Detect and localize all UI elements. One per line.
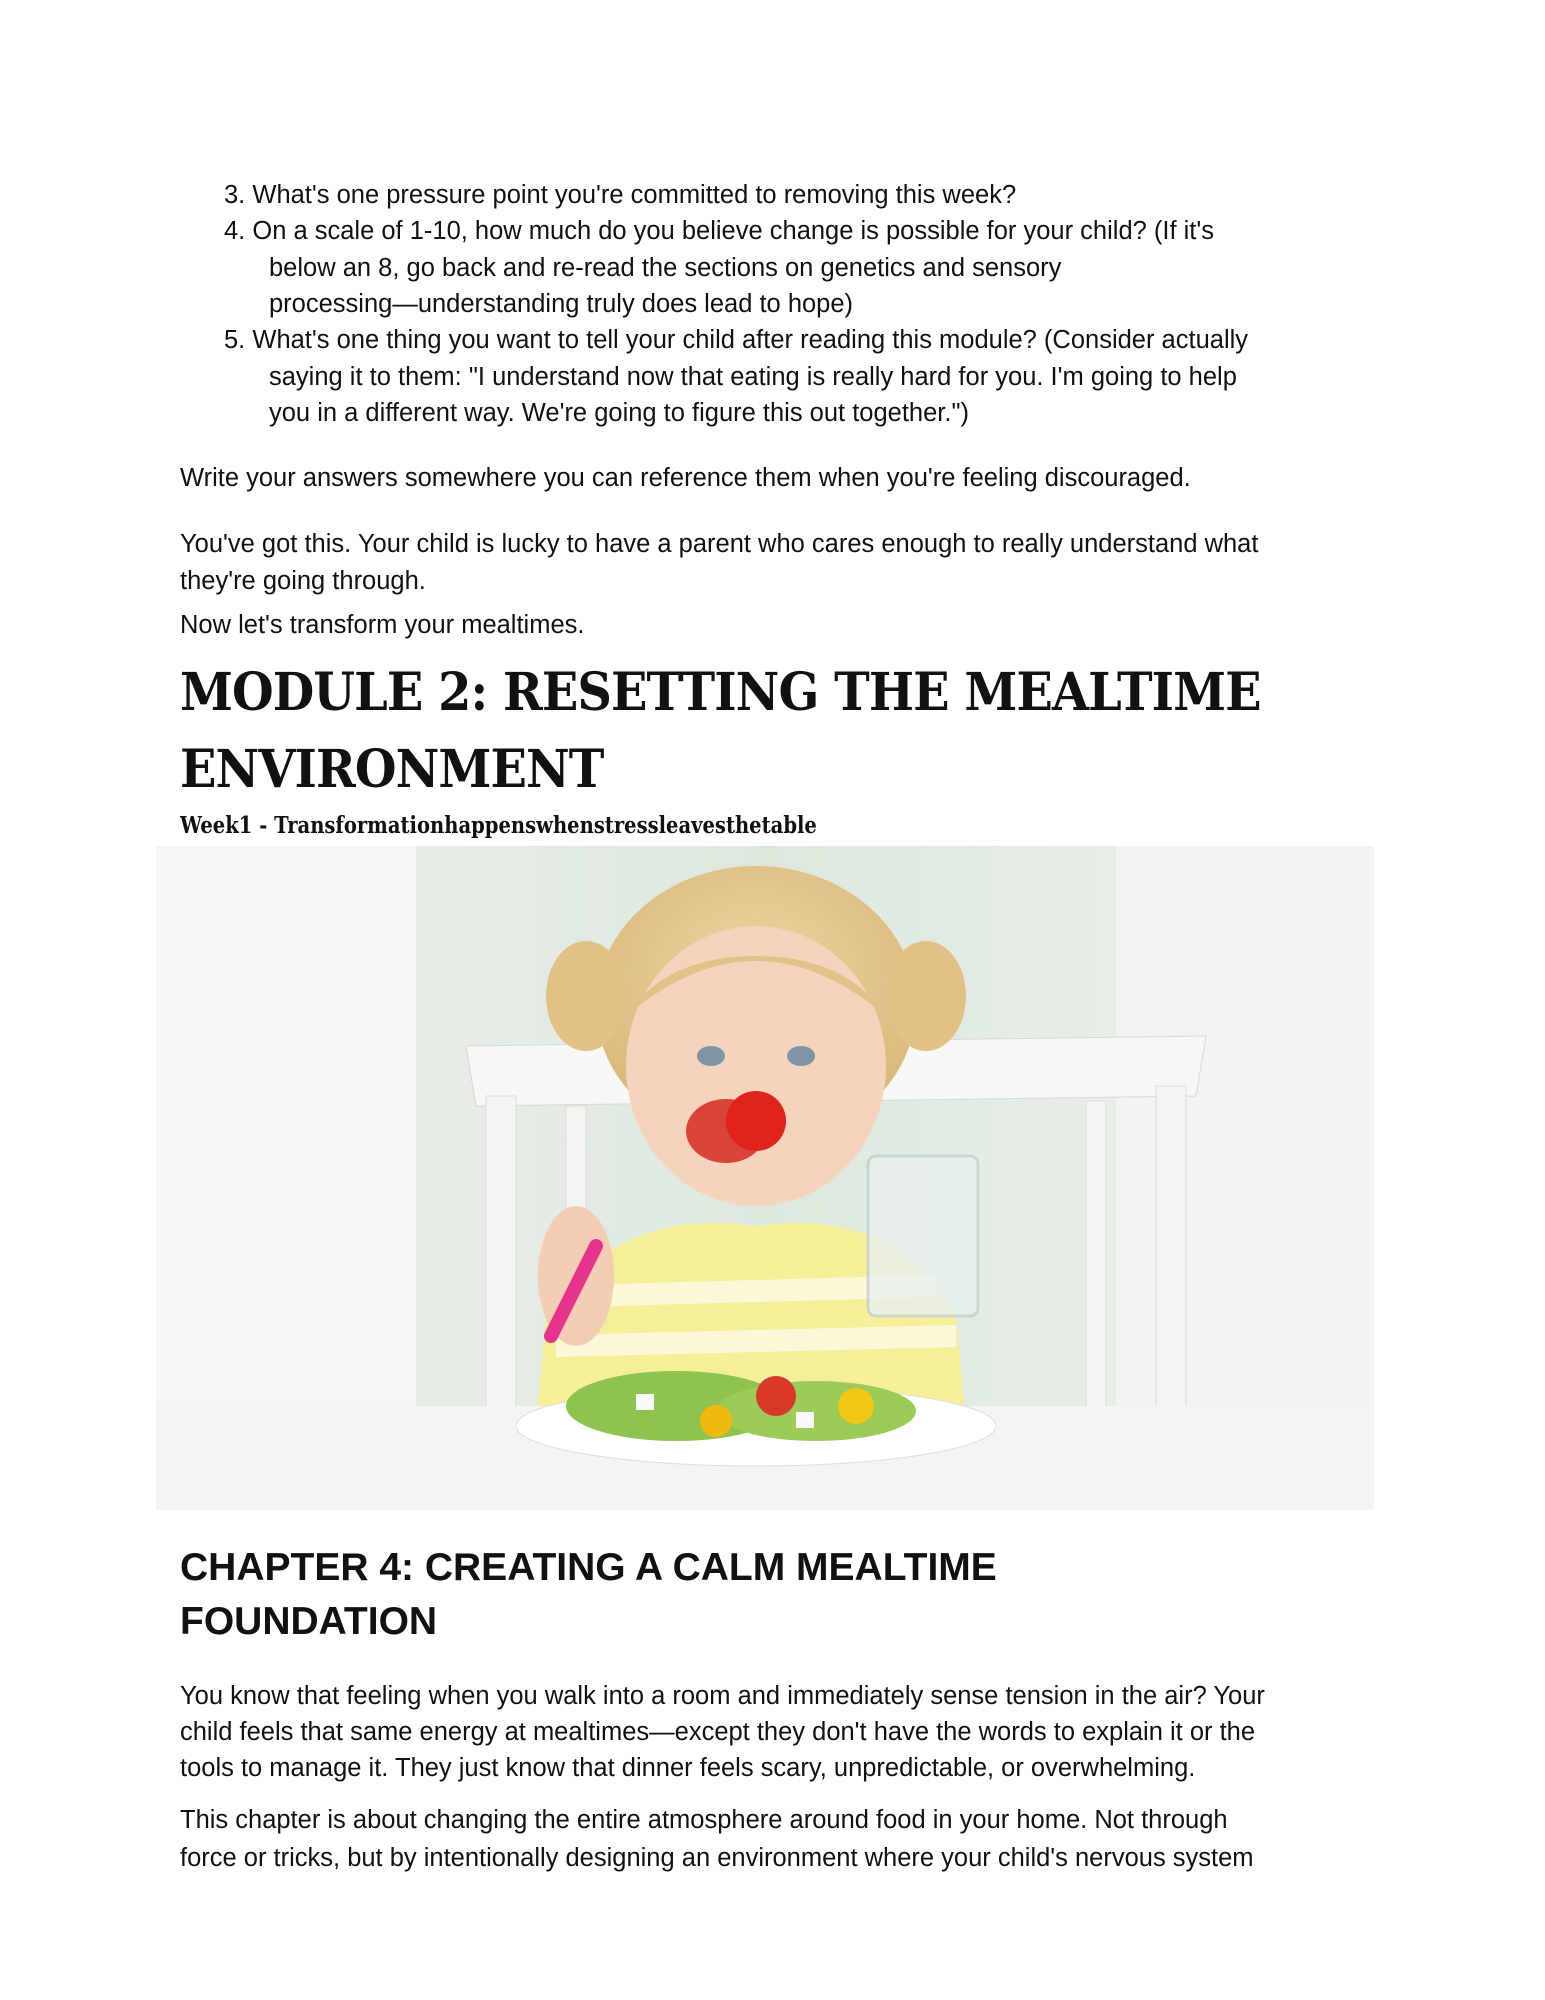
paragraph-write-answers: Write your answers somewhere you can reference them when you're feeling discouraged. (180, 464, 1191, 492)
list-text: you in a different way. We're going to figure this out together.") (269, 399, 969, 427)
list-text: What's one pressure point you're committed to removing this week? (252, 181, 1017, 209)
chapter-title-line2: FOUNDATION (180, 1600, 438, 1643)
list-item-3 (224, 177, 1016, 213)
list-text: On a scale of 1-10, how much do you believe change is possible for your child? (If it's (252, 217, 1215, 245)
chapter-paragraph-1-line2: child feels that same energy at mealtimes—except they don't have the words to explain it or the (180, 1718, 1256, 1746)
list-item-4 (224, 213, 1214, 249)
module-title: MODULE 2: RESETTING THE MEALTIME (180, 662, 1261, 723)
paragraph-encouragement-2: they're going through. (180, 567, 426, 595)
list-item-5 (224, 322, 1248, 358)
list-number: 4. (224, 217, 246, 245)
list-number: 3. (224, 181, 246, 209)
list-text: below an 8, go back and re-read the sections on genetics and sensory (269, 254, 1062, 282)
week-subtitle: Week1 - Transformationhappenswhenstressleavesthetable (180, 812, 817, 839)
module-title-line2: ENVIRONMENT (180, 739, 604, 800)
list-text: processing—understanding truly does lead to hope) (269, 290, 854, 318)
chapter-paragraph-1: You know that feeling when you walk into a room and immediately sense tension in the air? Your (180, 1682, 1265, 1710)
paragraph-transform: Now let's transform your mealtimes. (180, 611, 585, 639)
paragraph-encouragement: You've got this. Your child is lucky to have a parent who cares enough to really understand what (180, 530, 1259, 558)
list-text: saying it to them: "I understand now that eating is really hard for you. I'm going to help (269, 363, 1237, 391)
chapter-paragraph-2: This chapter is about changing the entire atmosphere around food in your home. Not through (180, 1806, 1228, 1834)
list-number: 5. (224, 326, 246, 354)
chapter-paragraph-1-line3: tools to manage it. They just know that dinner feels scary, unpredictable, or overwhelming. (180, 1754, 1196, 1782)
chapter-paragraph-2-line2: force or tricks, but by intentionally designing an environment where your child's nervous system (180, 1844, 1254, 1872)
list-text: What's one thing you want to tell your child after reading this module? (Consider actually (252, 326, 1249, 354)
child-eating-photo (156, 846, 1374, 1510)
chapter-title: CHAPTER 4: CREATING A CALM MEALTIME (180, 1546, 997, 1589)
